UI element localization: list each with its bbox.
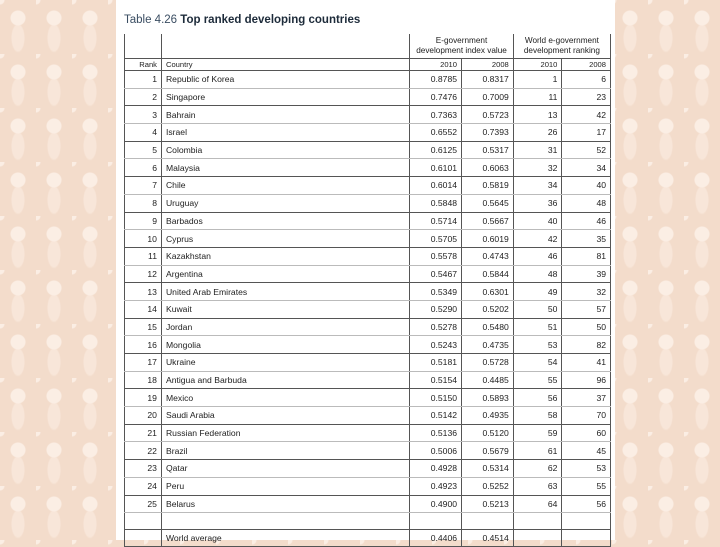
table-row — [125, 495, 611, 513]
table-row — [125, 159, 611, 177]
table-caption: Top ranked developing countries — [180, 14, 361, 26]
country-cell: Brazil — [161, 442, 409, 460]
average-index-2008: 0.4514 — [462, 530, 514, 547]
average-index-2010: 0.4406 — [410, 530, 462, 547]
ranking-2010-cell: 42 — [513, 230, 562, 248]
index-2010-cell: 0.5181 — [410, 354, 462, 372]
table-number: Table 4.26 — [124, 14, 178, 26]
rank-cell: 21 — [125, 424, 162, 442]
header-ranking-group: World e-government development ranking — [513, 34, 610, 59]
ranking-2008-cell: 48 — [562, 194, 611, 212]
ranking-2008-cell: 34 — [562, 159, 611, 177]
index-2010-cell: 0.6014 — [410, 177, 462, 195]
index-2010-cell: 0.6125 — [410, 141, 462, 159]
ranking-2008-cell: 57 — [562, 300, 611, 318]
index-2010-cell: 0.5150 — [410, 389, 462, 407]
table-row — [125, 300, 611, 318]
ranking-2010-cell: 61 — [513, 442, 562, 460]
spacer-cell — [410, 513, 462, 530]
index-2010-cell: 0.8785 — [410, 71, 462, 89]
country-cell: Russian Federation — [161, 424, 409, 442]
header-country: Country — [161, 59, 409, 71]
header-blank-rank — [125, 34, 162, 59]
index-2008-cell: 0.5314 — [462, 460, 514, 478]
ranking-2010-cell: 62 — [513, 460, 562, 478]
data-table — [124, 34, 611, 547]
rank-cell: 3 — [125, 106, 162, 124]
ranking-2010-cell: 32 — [513, 159, 562, 177]
index-2008-cell: 0.4735 — [462, 336, 514, 354]
index-2010-cell: 0.5136 — [410, 424, 462, 442]
rank-cell: 18 — [125, 371, 162, 389]
table-row — [125, 283, 611, 301]
table-row — [125, 88, 611, 106]
index-2008-cell: 0.5893 — [462, 389, 514, 407]
table-row — [125, 460, 611, 478]
index-2008-cell: 0.7393 — [462, 124, 514, 142]
index-2008-cell: 0.8317 — [462, 71, 514, 89]
spacer-cell — [513, 513, 562, 530]
ranking-2008-cell: 42 — [562, 106, 611, 124]
ranking-2008-cell: 60 — [562, 424, 611, 442]
table-row — [125, 265, 611, 283]
ranking-2008-cell: 23 — [562, 88, 611, 106]
ranking-2010-cell: 36 — [513, 194, 562, 212]
country-cell: Cyprus — [161, 230, 409, 248]
ranking-2008-cell: 96 — [562, 371, 611, 389]
rank-cell: 8 — [125, 194, 162, 212]
table-row — [125, 194, 611, 212]
ranking-2008-cell: 46 — [562, 212, 611, 230]
index-2008-cell: 0.5480 — [462, 318, 514, 336]
ranking-2010-cell: 31 — [513, 141, 562, 159]
country-cell: Bahrain — [161, 106, 409, 124]
table-row — [125, 124, 611, 142]
spacer-cell — [161, 513, 409, 530]
header-index-2010: 2010 — [410, 59, 462, 71]
index-2008-cell: 0.7009 — [462, 88, 514, 106]
country-cell: Mexico — [161, 389, 409, 407]
index-2010-cell: 0.5142 — [410, 407, 462, 425]
table-row — [125, 141, 611, 159]
header-ranking-2010: 2010 — [513, 59, 562, 71]
country-cell: Peru — [161, 477, 409, 495]
ranking-2008-cell: 39 — [562, 265, 611, 283]
country-cell: Israel — [161, 124, 409, 142]
index-2008-cell: 0.5667 — [462, 212, 514, 230]
country-cell: Qatar — [161, 460, 409, 478]
rank-cell: 14 — [125, 300, 162, 318]
world-average-row — [125, 530, 611, 547]
table-row — [125, 106, 611, 124]
table-row — [125, 389, 611, 407]
country-cell: Malaysia — [161, 159, 409, 177]
ranking-2010-cell: 59 — [513, 424, 562, 442]
ranking-2008-cell: 40 — [562, 177, 611, 195]
header-blank-country — [161, 34, 409, 59]
table-row — [125, 354, 611, 372]
country-cell: Mongolia — [161, 336, 409, 354]
country-cell: Argentina — [161, 265, 409, 283]
index-2010-cell: 0.5349 — [410, 283, 462, 301]
index-2008-cell: 0.6063 — [462, 159, 514, 177]
index-2010-cell: 0.7363 — [410, 106, 462, 124]
ranking-2008-cell: 37 — [562, 389, 611, 407]
country-cell: Uruguay — [161, 194, 409, 212]
index-2010-cell: 0.5848 — [410, 194, 462, 212]
table-row — [125, 371, 611, 389]
average-ranking-2010 — [513, 530, 562, 547]
ranking-2008-cell: 53 — [562, 460, 611, 478]
country-cell: Kazakhstan — [161, 247, 409, 265]
table-row — [125, 424, 611, 442]
average-rank-cell — [125, 530, 162, 547]
index-2008-cell: 0.5728 — [462, 354, 514, 372]
country-cell: Colombia — [161, 141, 409, 159]
rank-cell: 4 — [125, 124, 162, 142]
index-2010-cell: 0.5714 — [410, 212, 462, 230]
country-cell: Singapore — [161, 88, 409, 106]
average-ranking-2008 — [562, 530, 611, 547]
rank-cell: 15 — [125, 318, 162, 336]
table-body — [125, 71, 611, 547]
index-2010-cell: 0.5278 — [410, 318, 462, 336]
index-2008-cell: 0.5819 — [462, 177, 514, 195]
table-spacer-row — [125, 513, 611, 530]
ranking-2010-cell: 56 — [513, 389, 562, 407]
index-2010-cell: 0.5154 — [410, 371, 462, 389]
ranking-2008-cell: 35 — [562, 230, 611, 248]
ranking-2008-cell: 6 — [562, 71, 611, 89]
table-row — [125, 247, 611, 265]
index-2008-cell: 0.5844 — [462, 265, 514, 283]
spacer-cell — [562, 513, 611, 530]
index-2010-cell: 0.4928 — [410, 460, 462, 478]
rank-cell: 17 — [125, 354, 162, 372]
index-2008-cell: 0.5723 — [462, 106, 514, 124]
ranking-2010-cell: 11 — [513, 88, 562, 106]
rank-cell: 23 — [125, 460, 162, 478]
index-2008-cell: 0.5317 — [462, 141, 514, 159]
country-cell: Saudi Arabia — [161, 407, 409, 425]
ranking-2010-cell: 51 — [513, 318, 562, 336]
rank-cell: 12 — [125, 265, 162, 283]
country-cell: Antigua and Barbuda — [161, 371, 409, 389]
ranking-2010-cell: 54 — [513, 354, 562, 372]
index-2010-cell: 0.5467 — [410, 265, 462, 283]
average-label: World average — [161, 530, 409, 547]
ranking-2008-cell: 17 — [562, 124, 611, 142]
table-row — [125, 212, 611, 230]
spacer-cell — [462, 513, 514, 530]
header-ranking-2008: 2008 — [562, 59, 611, 71]
index-2008-cell: 0.5252 — [462, 477, 514, 495]
ranking-2008-cell: 32 — [562, 283, 611, 301]
index-2008-cell: 0.4935 — [462, 407, 514, 425]
header-index-2008: 2008 — [462, 59, 514, 71]
index-2008-cell: 0.5202 — [462, 300, 514, 318]
ranking-2010-cell: 48 — [513, 265, 562, 283]
ranking-2008-cell: 52 — [562, 141, 611, 159]
ranking-2008-cell: 41 — [562, 354, 611, 372]
rank-cell: 19 — [125, 389, 162, 407]
ranking-2010-cell: 58 — [513, 407, 562, 425]
table-row — [125, 336, 611, 354]
index-2008-cell: 0.6301 — [462, 283, 514, 301]
index-2008-cell: 0.5120 — [462, 424, 514, 442]
rank-cell: 2 — [125, 88, 162, 106]
table-row — [125, 177, 611, 195]
index-2010-cell: 0.5578 — [410, 247, 462, 265]
rank-cell: 20 — [125, 407, 162, 425]
ranking-2010-cell: 13 — [513, 106, 562, 124]
index-2010-cell: 0.5705 — [410, 230, 462, 248]
rank-cell: 5 — [125, 141, 162, 159]
ranking-2010-cell: 53 — [513, 336, 562, 354]
ranking-2010-cell: 64 — [513, 495, 562, 513]
ranking-2008-cell: 50 — [562, 318, 611, 336]
country-cell: Kuwait — [161, 300, 409, 318]
table-row — [125, 442, 611, 460]
rank-cell: 16 — [125, 336, 162, 354]
ranking-2010-cell: 50 — [513, 300, 562, 318]
index-2010-cell: 0.5006 — [410, 442, 462, 460]
ranking-2008-cell: 82 — [562, 336, 611, 354]
index-2010-cell: 0.6552 — [410, 124, 462, 142]
table-row — [125, 318, 611, 336]
rank-cell: 10 — [125, 230, 162, 248]
index-2010-cell: 0.5243 — [410, 336, 462, 354]
index-2010-cell: 0.4923 — [410, 477, 462, 495]
table-row — [125, 71, 611, 89]
ranking-2010-cell: 34 — [513, 177, 562, 195]
index-2010-cell: 0.5290 — [410, 300, 462, 318]
index-2008-cell: 0.4743 — [462, 247, 514, 265]
country-cell: Republic of Korea — [161, 71, 409, 89]
header-rank: Rank — [125, 59, 162, 71]
ranking-2010-cell: 46 — [513, 247, 562, 265]
table-row — [125, 407, 611, 425]
index-2010-cell: 0.7476 — [410, 88, 462, 106]
country-cell: Chile — [161, 177, 409, 195]
ranking-2010-cell: 49 — [513, 283, 562, 301]
index-2008-cell: 0.4485 — [462, 371, 514, 389]
index-2008-cell: 0.5679 — [462, 442, 514, 460]
rank-cell: 1 — [125, 71, 162, 89]
country-cell: United Arab Emirates — [161, 283, 409, 301]
index-2010-cell: 0.6101 — [410, 159, 462, 177]
rank-cell: 11 — [125, 247, 162, 265]
index-2008-cell: 0.5645 — [462, 194, 514, 212]
index-2010-cell: 0.4900 — [410, 495, 462, 513]
ranking-2008-cell: 45 — [562, 442, 611, 460]
table-row — [125, 477, 611, 495]
rank-cell: 24 — [125, 477, 162, 495]
index-2008-cell: 0.6019 — [462, 230, 514, 248]
rank-cell: 13 — [125, 283, 162, 301]
ranking-2008-cell: 56 — [562, 495, 611, 513]
ranking-2008-cell: 70 — [562, 407, 611, 425]
country-cell: Barbados — [161, 212, 409, 230]
rank-cell: 6 — [125, 159, 162, 177]
country-cell: Ukraine — [161, 354, 409, 372]
rank-cell: 7 — [125, 177, 162, 195]
country-cell: Belarus — [161, 495, 409, 513]
spacer-cell — [125, 513, 162, 530]
header-index-group: E-government development index value — [410, 34, 514, 59]
ranking-2010-cell: 55 — [513, 371, 562, 389]
ranking-2010-cell: 63 — [513, 477, 562, 495]
ranking-2008-cell: 81 — [562, 247, 611, 265]
ranking-2010-cell: 26 — [513, 124, 562, 142]
rank-cell: 25 — [125, 495, 162, 513]
table-row — [125, 230, 611, 248]
table-title — [124, 14, 360, 26]
ranking-2010-cell: 40 — [513, 212, 562, 230]
ranking-2008-cell: 55 — [562, 477, 611, 495]
country-cell: Jordan — [161, 318, 409, 336]
ranking-2010-cell: 1 — [513, 71, 562, 89]
rank-cell: 22 — [125, 442, 162, 460]
index-2008-cell: 0.5213 — [462, 495, 514, 513]
rank-cell: 9 — [125, 212, 162, 230]
